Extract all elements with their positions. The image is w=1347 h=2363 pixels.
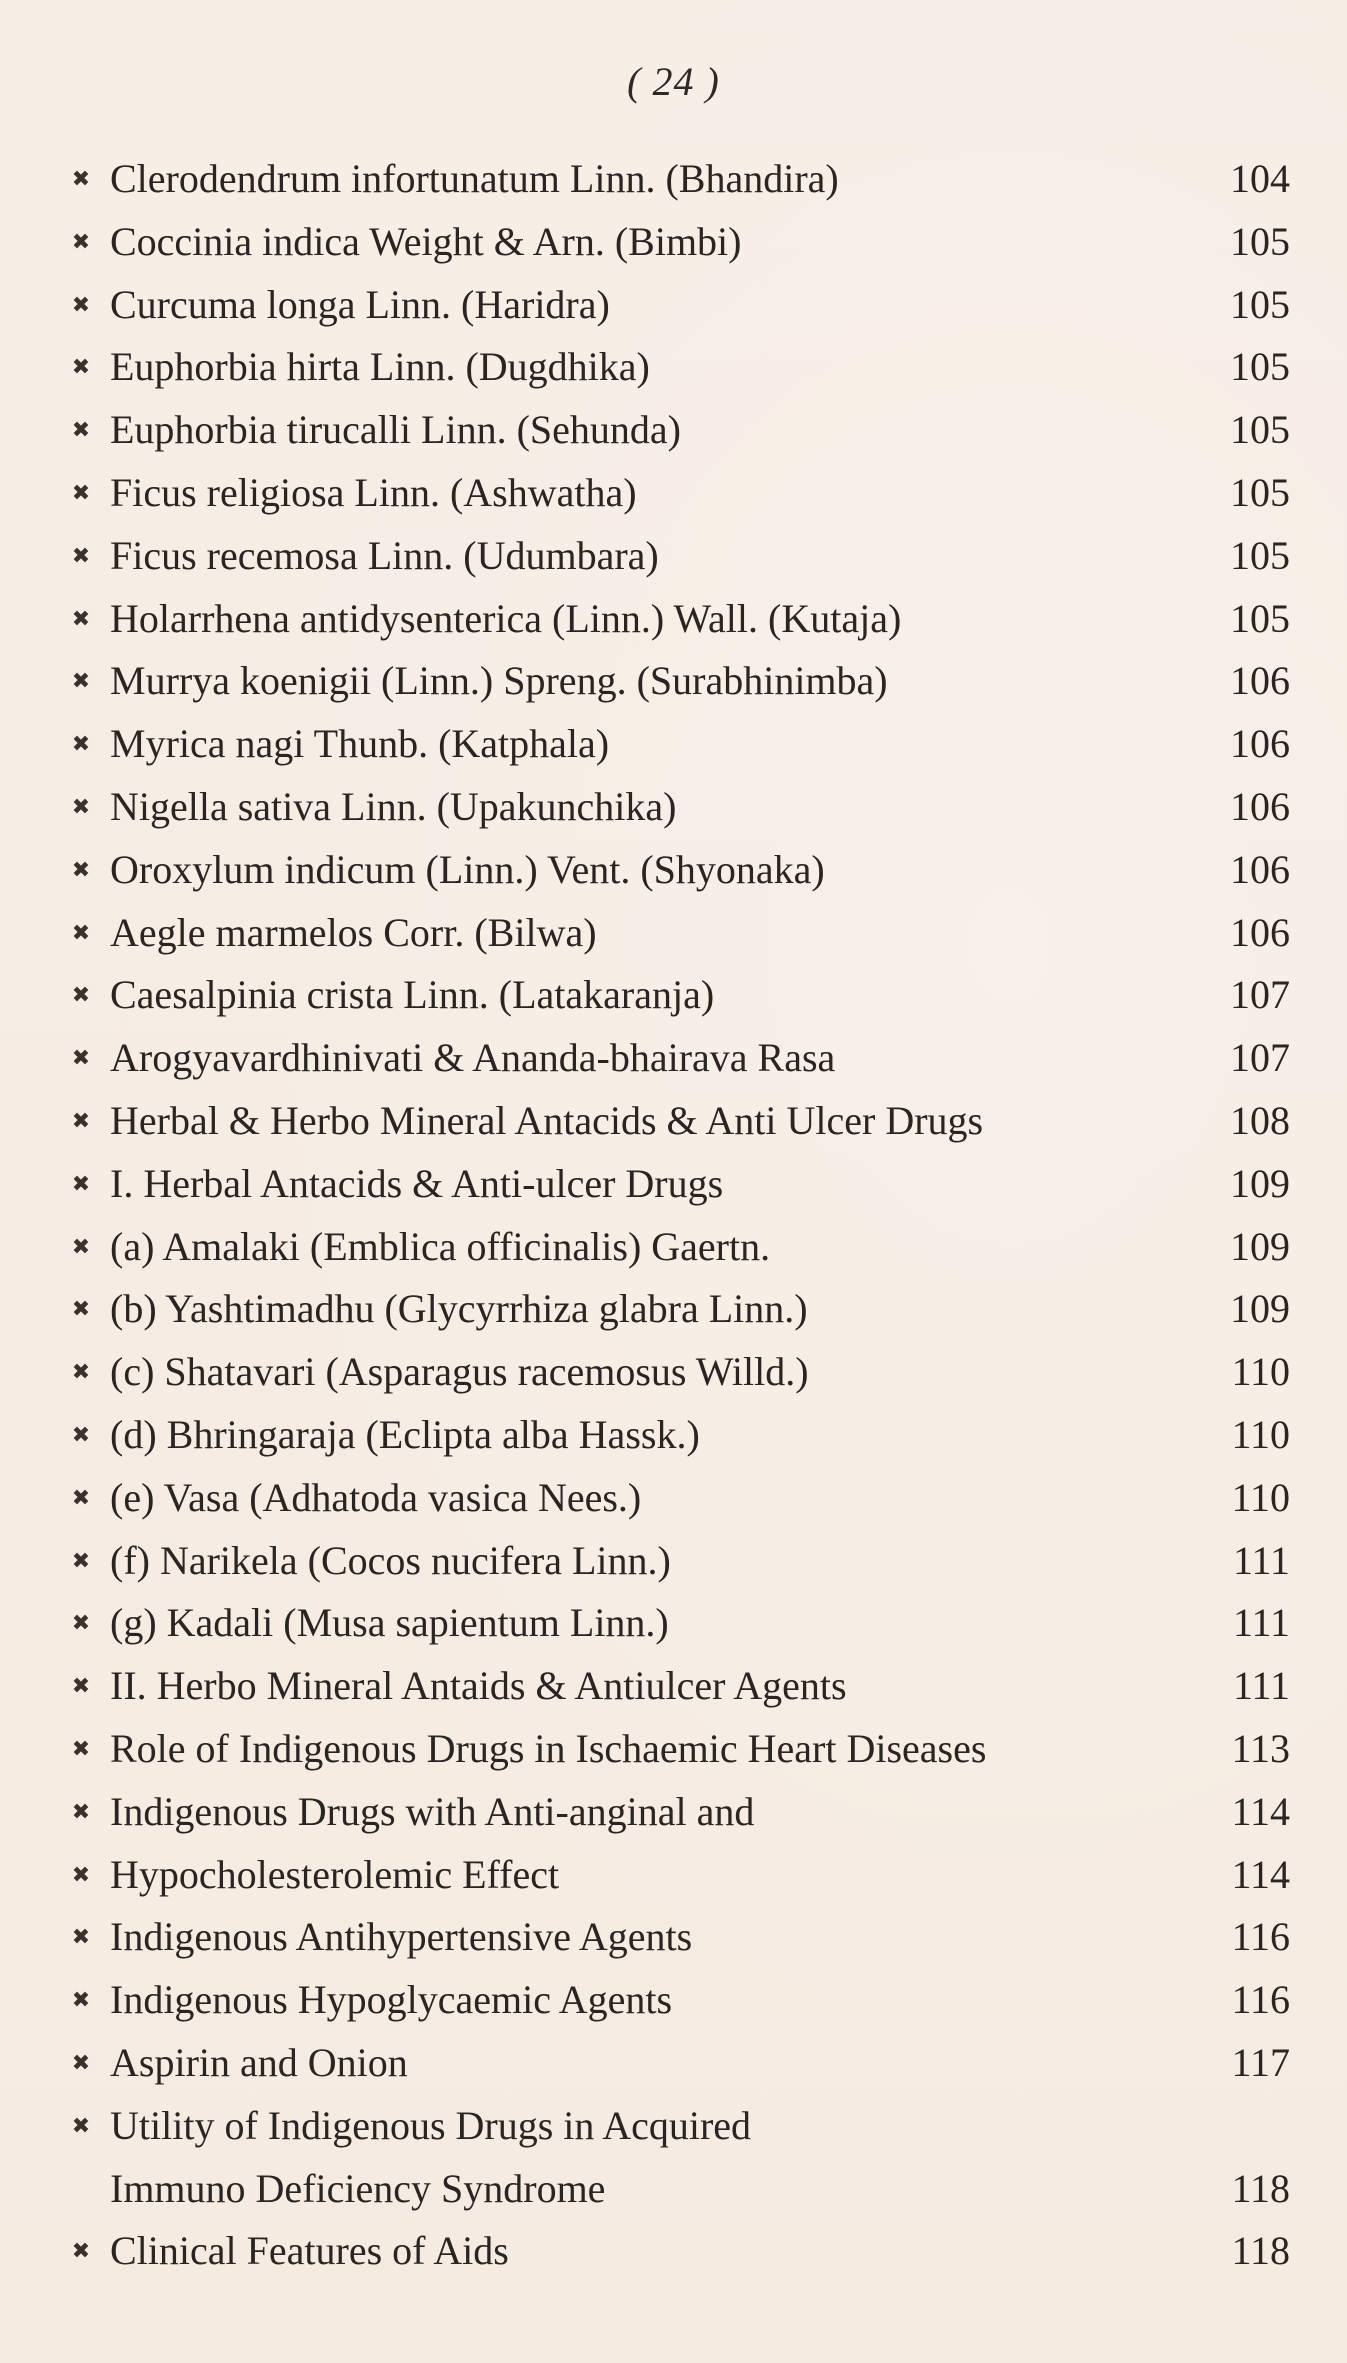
toc-entry xyxy=(70,148,1290,211)
bullet-icon: ✖ xyxy=(71,982,91,1008)
toc-entry xyxy=(70,1027,1290,1090)
toc-entry-title: Clinical Features of Aids xyxy=(110,2228,509,2274)
toc-entry-page: 106 xyxy=(1230,846,1290,892)
toc-entry-title: Herbal & Herbo Mineral Antacids & Anti Ulcer Drugs xyxy=(110,1097,984,1143)
toc-entry xyxy=(70,964,1290,1027)
toc-entry xyxy=(70,2220,1290,2283)
toc-entry xyxy=(70,1090,1290,1153)
toc-entry-title: Indigenous Hypoglycaemic Agents xyxy=(110,1977,673,2023)
bullet-icon: ✖ xyxy=(71,2049,91,2075)
toc-entry xyxy=(70,2032,1290,2095)
toc-entry-title: (d) Bhringaraja (Eclipta alba Hassk.) xyxy=(110,1411,700,1457)
toc-entry-page: 116 xyxy=(1231,1914,1290,1960)
bullet-icon: ✖ xyxy=(71,1924,91,1950)
toc-entry-title: Aspirin and Onion xyxy=(110,2039,408,2085)
toc-entry-page: 106 xyxy=(1230,909,1290,955)
bullet-icon: ✖ xyxy=(71,1798,91,1824)
bullet-icon: ✖ xyxy=(71,2112,91,2138)
bullet-icon: ✖ xyxy=(71,228,91,254)
bullet-icon: ✖ xyxy=(71,1735,91,1761)
toc-entry-title: Clerodendrum infortunatum Linn. (Bhandira) xyxy=(110,156,839,201)
toc-entry xyxy=(70,1153,1290,1216)
toc-entry-title: Euphorbia tirucalli Linn. (Sehunda) xyxy=(110,407,681,453)
bullet-icon: ✖ xyxy=(71,291,91,317)
toc-entry xyxy=(70,2158,1290,2221)
toc-entry-page: 110 xyxy=(1231,1349,1290,1395)
toc-entry-page: 109 xyxy=(1230,1223,1290,1269)
toc-entry-title: Curcuma longa Linn. (Haridra) xyxy=(110,281,610,327)
bullet-icon: ✖ xyxy=(71,2238,91,2264)
bullet-icon: ✖ xyxy=(71,1861,91,1887)
toc-entry-title: Murrya koenigii (Linn.) Spreng. (Surabhinimba) xyxy=(110,658,888,704)
bullet-icon: ✖ xyxy=(71,542,91,568)
toc-entry xyxy=(70,525,1290,588)
toc-entry-page: 106 xyxy=(1230,658,1290,704)
toc-entry-page: 114 xyxy=(1231,1851,1290,1897)
toc-entry-page: 118 xyxy=(1231,2228,1290,2274)
toc-entry-title: Coccinia indica Weight & Arn. (Bimbi) xyxy=(110,218,742,264)
toc-entry-page: 111 xyxy=(1232,1663,1290,1709)
toc-entry-page: 105 xyxy=(1230,344,1290,390)
bullet-icon: ✖ xyxy=(71,1233,91,1259)
bullet-icon: ✖ xyxy=(71,668,91,694)
bullet-icon: ✖ xyxy=(71,1987,91,2013)
toc-entry xyxy=(70,902,1290,965)
toc-entry-title: Indigenous Drugs with Anti-anginal and xyxy=(110,1788,755,1834)
bullet-icon: ✖ xyxy=(71,1045,91,1071)
toc-entry-title: Utility of Indigenous Drugs in Acquired xyxy=(110,2102,752,2148)
toc-entry-title: Role of Indigenous Drugs in Ischaemic Heart Diseases xyxy=(110,1725,987,1771)
toc-entry xyxy=(70,336,1290,399)
toc-entry-page: 105 xyxy=(1230,218,1290,264)
toc-entry-page: 117 xyxy=(1231,2039,1290,2085)
toc-entry-title: Immuno Deficiency Syndrome xyxy=(110,2165,606,2211)
bullet-icon: ✖ xyxy=(71,731,91,757)
toc-entry xyxy=(70,1969,1290,2032)
bullet-icon: ✖ xyxy=(71,1107,91,1133)
bullet-icon: ✖ xyxy=(71,1296,91,1322)
toc-entry xyxy=(70,1216,1290,1279)
toc-entry-page: 110 xyxy=(1231,1474,1290,1520)
toc-entry xyxy=(70,211,1290,274)
toc-entry xyxy=(70,399,1290,462)
toc-entry xyxy=(70,839,1290,902)
bullet-icon: ✖ xyxy=(71,1484,91,1510)
toc-entry xyxy=(70,588,1290,651)
toc-entry-page: 116 xyxy=(1231,1977,1290,2023)
toc-entry-title: (b) Yashtimadhu (Glycyrrhiza glabra Linn.) xyxy=(110,1286,808,1332)
bullet-icon: ✖ xyxy=(71,417,91,443)
toc-entry xyxy=(70,274,1290,337)
toc-entry-page: 107 xyxy=(1230,1035,1290,1081)
toc-entry-title: Ficus recemosa Linn. (Udumbara) xyxy=(110,532,659,578)
toc-entry-title: Nigella sativa Linn. (Upakunchika) xyxy=(110,783,677,829)
toc-entry-title: Hypocholesterolemic Effect xyxy=(110,1851,560,1897)
toc-entry-page: 106 xyxy=(1230,721,1290,767)
toc-entry xyxy=(70,1718,1290,1781)
bullet-icon: ✖ xyxy=(71,166,91,191)
toc-entry-page: 113 xyxy=(1231,1725,1290,1771)
toc-entry-page: 104 xyxy=(1230,156,1290,201)
toc-entry-page: 114 xyxy=(1231,1788,1290,1834)
bullet-icon: ✖ xyxy=(71,1359,91,1385)
bullet-icon: ✖ xyxy=(71,1421,91,1447)
toc-entry-page: 109 xyxy=(1230,1286,1290,1332)
toc-entry-title: II. Herbo Mineral Antaids & Antiulcer Agents xyxy=(110,1663,847,1709)
toc-entry-title: I. Herbal Antacids & Anti-ulcer Drugs xyxy=(110,1160,724,1206)
toc-entry-page: 111 xyxy=(1232,1600,1290,1646)
toc-entry-title: (e) Vasa (Adhatoda vasica Nees.) xyxy=(110,1474,642,1520)
toc-entry-page: 106 xyxy=(1230,783,1290,829)
toc-entry-title: Arogyavardhinivati & Ananda-bhairava Rasa xyxy=(110,1035,836,1081)
page-number: ( 24 ) xyxy=(627,59,720,104)
bullet-icon: ✖ xyxy=(71,354,91,380)
toc-entry-title: (c) Shatavari (Asparagus racemosus Willd.) xyxy=(110,1349,809,1395)
toc-entry-title: Myrica nagi Thunb. (Katphala) xyxy=(110,721,610,767)
toc-entry xyxy=(70,462,1290,525)
toc-entry-page: 105 xyxy=(1230,532,1290,578)
toc-entry-page: 105 xyxy=(1230,281,1290,327)
bullet-icon: ✖ xyxy=(71,1170,91,1196)
toc-entry xyxy=(70,713,1290,776)
bullet-icon: ✖ xyxy=(71,1610,91,1636)
bullet-icon: ✖ xyxy=(71,1673,91,1699)
toc-entry xyxy=(70,1467,1290,1530)
toc-entry xyxy=(70,2095,1290,2158)
toc-entry xyxy=(70,1592,1290,1655)
toc-entry-title: Holarrhena antidysenterica (Linn.) Wall. (Kutaja) xyxy=(110,595,902,641)
toc-entry xyxy=(70,1844,1290,1907)
toc-entry xyxy=(70,1404,1290,1467)
toc-entry-page: 111 xyxy=(1232,1537,1290,1583)
toc-entry-title: (a) Amalaki (Emblica officinalis) Gaertn. xyxy=(110,1223,771,1269)
toc-entry-page: 107 xyxy=(1230,972,1290,1018)
toc-entry-page: 105 xyxy=(1230,407,1290,453)
toc-entry xyxy=(70,650,1290,713)
toc-entry-page: 105 xyxy=(1230,469,1290,515)
toc-entry xyxy=(70,1341,1290,1404)
toc-entry-title: Oroxylum indicum (Linn.) Vent. (Shyonaka) xyxy=(110,846,825,892)
toc-entry-title: (g) Kadali (Musa sapientum Linn.) xyxy=(110,1600,669,1646)
toc-entry-page: 105 xyxy=(1230,595,1290,641)
bullet-icon: ✖ xyxy=(71,793,91,819)
toc-entry xyxy=(70,1530,1290,1593)
toc-entry xyxy=(70,1655,1290,1718)
toc-entry-page: 108 xyxy=(1230,1097,1290,1143)
toc-entry-page: 110 xyxy=(1231,1411,1290,1457)
toc-entry-page: 118 xyxy=(1231,2165,1290,2211)
toc-entry xyxy=(70,1906,1290,1969)
toc-entry-title: Aegle marmelos Corr. (Bilwa) xyxy=(110,909,597,955)
table-of-contents xyxy=(70,148,1290,2283)
toc-entry-title: Euphorbia hirta Linn. (Dugdhika) xyxy=(110,344,650,390)
toc-entry xyxy=(70,776,1290,839)
bullet-icon: ✖ xyxy=(71,605,91,631)
bullet-icon: ✖ xyxy=(71,1547,91,1573)
toc-entry-title: Caesalpinia crista Linn. (Latakaranja) xyxy=(110,972,715,1018)
toc-entry xyxy=(70,1781,1290,1844)
toc-entry-page: 109 xyxy=(1230,1160,1290,1206)
bullet-icon: ✖ xyxy=(71,479,91,505)
toc-entry-title: Ficus religiosa Linn. (Ashwatha) xyxy=(110,469,637,515)
bullet-icon: ✖ xyxy=(71,856,91,882)
toc-entry-title: Indigenous Antihypertensive Agents xyxy=(110,1914,693,1960)
toc-entry-title: (f) Narikela (Cocos nucifera Linn.) xyxy=(110,1537,671,1583)
toc-entry xyxy=(70,1278,1290,1341)
bullet-icon: ✖ xyxy=(71,919,91,945)
